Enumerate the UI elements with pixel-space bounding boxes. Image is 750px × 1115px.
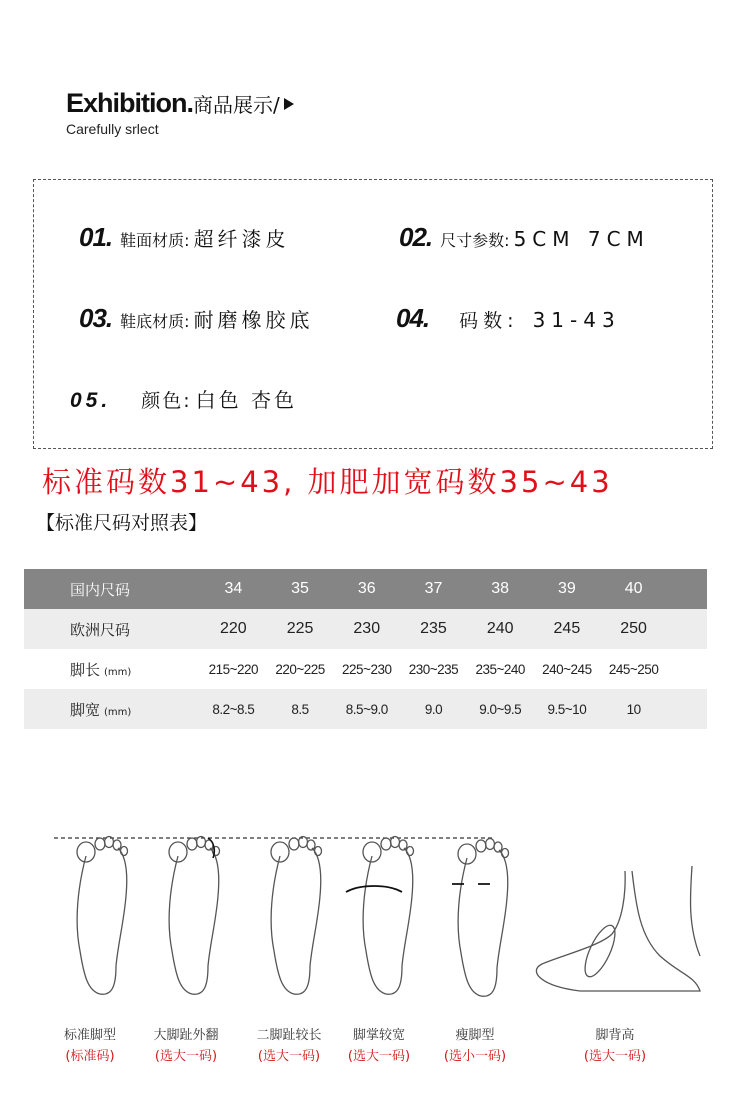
- row-label-text: 脚宽: [70, 700, 101, 719]
- table-cell: 37: [400, 569, 467, 609]
- row-label: [24, 689, 200, 729]
- brand-title-cn: 商品展示/: [193, 93, 280, 117]
- table-cell: 245~250: [600, 649, 667, 689]
- table-cell: 240~245: [534, 649, 601, 689]
- spec-item: [70, 384, 297, 413]
- table-cell: 245: [534, 609, 601, 649]
- foot-type-name: 大脚趾外翻: [153, 1028, 219, 1043]
- spec-label: 码数:: [459, 310, 519, 332]
- table-cell: 9.0: [400, 689, 467, 729]
- table-cell: 10: [600, 689, 667, 729]
- table-cell: 36: [333, 569, 400, 609]
- spec-number: 01.: [79, 222, 113, 252]
- spec-label: 鞋底材质:: [120, 312, 190, 331]
- brand-subtitle: Carefully srlect: [66, 121, 159, 137]
- spec-item: [396, 303, 621, 334]
- table-spacer: [667, 609, 707, 649]
- table-cell: 220~225: [267, 649, 334, 689]
- table-cell: 38: [467, 569, 534, 609]
- table-row: [24, 689, 707, 729]
- foot-outline-icon: [169, 837, 220, 995]
- spec-value: 耐磨橡胶底: [193, 308, 314, 332]
- table-cell: 230~235: [400, 649, 467, 689]
- table-row: [24, 609, 707, 649]
- row-label-text: 脚长: [70, 660, 101, 679]
- table-cell: 215~220: [200, 649, 267, 689]
- brand-title-en: Exhibition.: [66, 88, 193, 118]
- spec-value: 超纤漆皮: [193, 227, 290, 251]
- spec-number: 02.: [399, 222, 433, 252]
- foot-type-advice: (选大一码): [154, 1049, 218, 1064]
- table-cell: 9.5~10: [534, 689, 601, 729]
- table-cell: 235~240: [467, 649, 534, 689]
- table-cell: 225: [267, 609, 334, 649]
- table-spacer: [667, 689, 707, 729]
- spec-number: 05.: [70, 389, 112, 412]
- foot-type-advice: (标准码): [65, 1049, 115, 1064]
- size-table-title: 【标准尺码对照表】: [36, 512, 208, 534]
- table-cell: 250: [600, 609, 667, 649]
- spec-number: 03.: [79, 303, 113, 333]
- table-row: [24, 569, 707, 609]
- table-cell: 8.2~8.5: [200, 689, 267, 729]
- spec-label: 尺寸参数:: [440, 231, 510, 250]
- brand-title: [66, 88, 294, 119]
- spec-number: 04.: [396, 303, 430, 333]
- instep-side-view-icon: [536, 866, 700, 991]
- foot-outline-icon: [271, 837, 322, 995]
- foot-type-illustrations: [40, 826, 720, 1016]
- foot-type-advice: (选大一码): [583, 1049, 647, 1064]
- table-cell: 240: [467, 609, 534, 649]
- table-cell: 8.5~9.0: [333, 689, 400, 729]
- wide-arrow-icon: [346, 886, 402, 892]
- foot-type-name: 瘦脚型: [455, 1028, 495, 1043]
- table-spacer: [667, 569, 707, 609]
- table-cell: 9.0~9.5: [467, 689, 534, 729]
- foot-outline-icon: [363, 837, 414, 995]
- table-cell: 235: [400, 609, 467, 649]
- row-label: [24, 609, 200, 649]
- table-cell: 230: [333, 609, 400, 649]
- foot-type-advice: (选大一码): [347, 1049, 411, 1064]
- table-cell: 220: [200, 609, 267, 649]
- spec-item: [399, 222, 650, 253]
- foot-type-name: 脚背高: [595, 1028, 635, 1043]
- spec-label: 颜色:: [141, 390, 192, 412]
- foot-type-name: 脚掌较宽: [352, 1028, 405, 1043]
- table-row: [24, 649, 707, 689]
- spec-value: 31-43: [532, 308, 621, 332]
- spec-item: [79, 222, 290, 253]
- spec-label: 鞋面材质:: [120, 231, 190, 250]
- foot-outline-icon: [77, 837, 128, 995]
- play-arrow-icon: [284, 98, 294, 110]
- table-cell: 225~230: [333, 649, 400, 689]
- table-cell: 39: [534, 569, 601, 609]
- foot-type-advice: (选大一码): [257, 1049, 321, 1064]
- size-range-notice: 标准码数31~43, 加肥加宽码数35~43: [42, 465, 613, 499]
- foot-type-advice: (选小一码): [443, 1049, 507, 1064]
- row-label: [24, 649, 200, 689]
- foot-outline-icon: [458, 839, 509, 997]
- size-table: [24, 569, 707, 729]
- spec-item: [79, 303, 314, 334]
- foot-type-name: 二脚趾较长: [256, 1028, 322, 1043]
- row-unit: (mm): [104, 706, 132, 718]
- spec-value: 5CM 7CM: [513, 227, 650, 251]
- table-cell: 34: [200, 569, 267, 609]
- table-cell: 8.5: [267, 689, 334, 729]
- table-cell: 35: [267, 569, 334, 609]
- spec-value: 白色 杏色: [195, 388, 297, 412]
- foot-type-name: 标准脚型: [63, 1028, 116, 1043]
- table-spacer: [667, 649, 707, 689]
- bunion-arrow-icon: [208, 838, 214, 858]
- row-label-text: 欧洲尺码: [70, 620, 131, 639]
- spec-box: [33, 179, 713, 449]
- row-unit: (mm): [104, 666, 132, 678]
- table-cell: 40: [600, 569, 667, 609]
- row-label: 国内尺码: [24, 569, 200, 609]
